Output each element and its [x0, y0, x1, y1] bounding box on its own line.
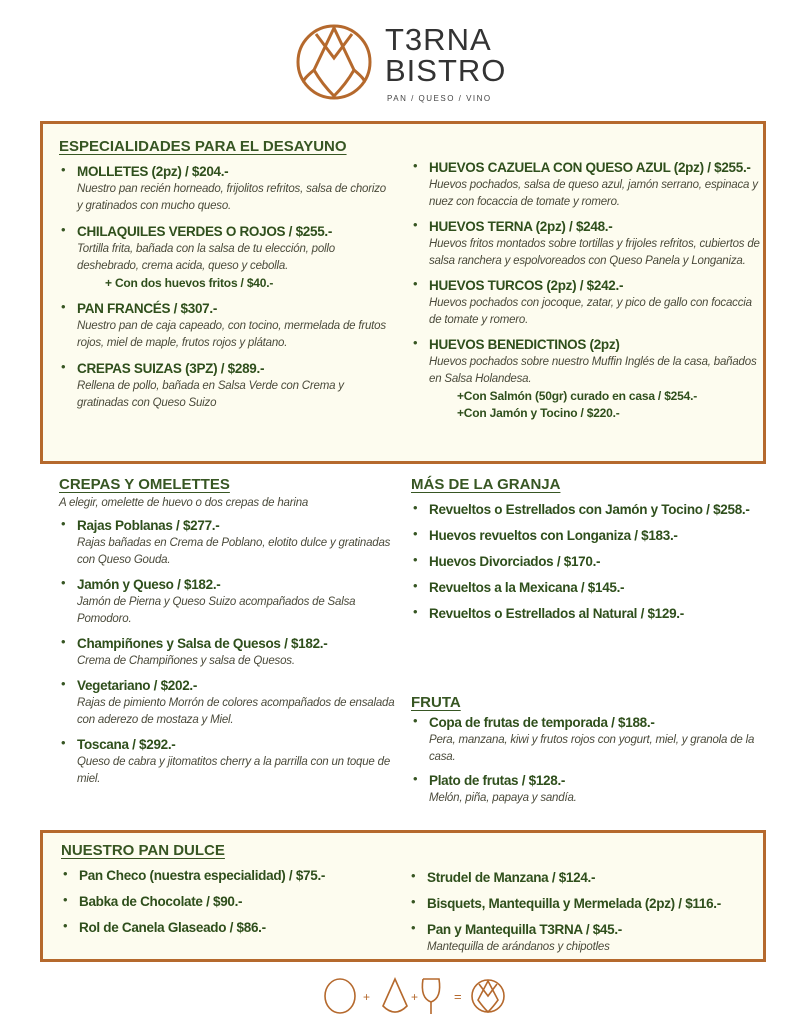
menu-item-title: • Revueltos o Estrellados al Natural / $129.- [429, 606, 684, 621]
menu-item-addon: +Con Salmón (50gr) curado en casa / $254.- [457, 389, 698, 403]
section-title: CREPAS Y OMELETTES [59, 476, 230, 493]
menu-item-title: • Copa de frutas de temporada / $188.- [429, 715, 655, 730]
menu-item [411, 217, 761, 270]
cheese-drop-icon [383, 979, 407, 1012]
menu-item-title: • PAN FRANCÉS / $307.- [77, 301, 218, 316]
pan-dulce-left [61, 842, 401, 944]
section-subtitle: A elegir, omelette de huevo o dos crepas de harina [59, 497, 309, 509]
menu-item-description: Huevos pochados con jocoque, zatar, y pico de gallo con focaccia de tomate y romero. [429, 297, 752, 326]
menu-item [61, 866, 401, 885]
brand-name-line2: BISTRO [385, 53, 507, 88]
menu-item-description: Nuestro pan recién horneado, frijolitos refritos, salsa de chorizo y gratinados con mucho queso. [77, 183, 386, 212]
menu-item-description: Tortilla frita, bañada con la salsa de tu elección, pollo deshebrado, crema acida, queso y cebolla. [77, 243, 335, 272]
menu-item [59, 676, 404, 729]
menu-item [59, 634, 404, 670]
menu-item-title: • HUEVOS CAZUELA CON QUESO AZUL (2pz) / $255.- [429, 160, 751, 175]
circle-icon [325, 979, 355, 1013]
menu-item [411, 335, 761, 422]
menu-item-title: • Revueltos a la Mexicana / $145.- [429, 580, 625, 595]
menu-item [59, 222, 394, 292]
pan-dulce-right [409, 868, 761, 963]
menu-item [59, 516, 404, 569]
menu-item [409, 920, 761, 956]
menu-item-title: • Huevos Divorciados / $170.- [429, 554, 601, 569]
menu-item-title: • Pan Checo (nuestra especialidad) / $75.- [79, 868, 326, 883]
menu-item-description: Rajas de pimiento Morrón de colores acompañados de ensalada con aderezo de mostaza y Miel. [77, 697, 395, 726]
crepas-section [59, 476, 404, 794]
menu-item [411, 526, 781, 545]
menu-item [411, 578, 781, 597]
fruta-section [411, 694, 756, 812]
section-title: FRUTA [411, 694, 461, 711]
menu-list [411, 713, 756, 807]
menu-item [409, 894, 761, 913]
menu-item-title: • Jamón y Queso / $182.- [77, 577, 221, 592]
menu-item-title: • Pan y Mantequilla T3RNA / $45.- [427, 922, 622, 937]
menu-item-title: • Huevos revueltos con Longaniza / $183.- [429, 528, 678, 543]
menu-item-description: Rajas bañadas en Crema de Poblano, elotito dulce y gratinadas con Queso Gouda. [77, 537, 391, 566]
menu-item-addon: + Con dos huevos fritos / $40.- [105, 276, 274, 290]
menu-item [411, 552, 781, 571]
menu-item-title: • Babka de Chocolate / $90.- [79, 894, 243, 909]
menu-item [409, 868, 761, 887]
menu-item-title: • HUEVOS BENEDICTINOS (2pz) [429, 337, 620, 352]
menu-item-title: • HUEVOS TURCOS (2pz) / $242.- [429, 278, 624, 293]
menu-item-title: • Toscana / $292.- [77, 737, 176, 752]
menu-item-title: • Champiñones y Salsa de Quesos / $182.- [77, 636, 328, 651]
menu-item-title: • MOLLETES (2pz) / $204.- [77, 164, 229, 179]
pan-dulce-box [40, 830, 766, 962]
menu-item [59, 162, 394, 215]
menu-item-description: Mantequilla de arándanos y chipotles [427, 941, 610, 953]
plus-sign: + [411, 990, 419, 1004]
especialidades-left [59, 138, 394, 419]
menu-item [61, 892, 401, 911]
menu-item [61, 918, 401, 937]
menu-item-description: Crema de Champiñones y salsa de Quesos. [77, 655, 295, 667]
granja-section [411, 476, 781, 630]
menu-item-description: Jamón de Pierna y Queso Suizo acompañados de Salsa Pomodoro. [77, 596, 356, 625]
menu-item-description: Melón, piña, papaya y sandía. [429, 792, 577, 804]
menu-item-title: • Rol de Canela Glaseado / $86.- [79, 920, 266, 935]
section-title: ESPECIALIDADES PARA EL DESAYUNO [59, 138, 347, 155]
especialidades-right [411, 158, 761, 428]
brand-name-line1: T3RNA [385, 22, 492, 57]
menu-item-title: • CREPAS SUIZAS (3PZ) / $289.- [77, 361, 265, 376]
menu-item-title: • HUEVOS TERNA (2pz) / $248.- [429, 219, 613, 234]
section-title: NUESTRO PAN DULCE [61, 842, 225, 859]
menu-item [411, 500, 781, 519]
menu-list [59, 516, 404, 788]
menu-list [411, 500, 781, 623]
menu-item [411, 713, 756, 766]
wine-glass-icon [422, 979, 439, 1014]
brand-name [385, 24, 506, 86]
menu-list [409, 868, 761, 956]
menu-item-description: Queso de cabra y jitomatitos cherry a la parrilla con un toque de miel. [77, 756, 391, 785]
especialidades-box [40, 121, 766, 464]
menu-item [411, 604, 781, 623]
menu-item-description: Huevos pochados, salsa de queso azul, jamón serrano, espinaca y nuez con focaccia de tomate y romero. [429, 179, 758, 208]
brand-tagline: PAN / QUESO / VINO [387, 94, 492, 103]
bread-cheese-wine-equation-icon [320, 976, 520, 1016]
menu-item-title: • Revueltos o Estrellados con Jamón y Tocino / $258.- [429, 502, 750, 517]
menu-list [61, 866, 401, 937]
menu-item-description: Huevos pochados sobre nuestro Muffin Inglés de la casa, bañados en Salsa Holandesa. [429, 356, 757, 385]
menu-item [59, 359, 394, 412]
menu-item-addon: +Con Jamón y Tocino / $220.- [457, 406, 620, 420]
menu-item-title: • Bisquets, Mantequilla y Mermelada (2pz) / $116.- [427, 896, 721, 911]
menu-item [411, 276, 761, 329]
menu-list [411, 158, 761, 422]
menu-item [59, 575, 404, 628]
menu-item-description: Pera, manzana, kiwi y frutos rojos con yogurt, miel, y granola de la casa. [429, 734, 755, 763]
menu-item-title: • Strudel de Manzana / $124.- [427, 870, 596, 885]
menu-item-title: • Vegetariano / $202.- [77, 678, 198, 693]
plus-sign: + [363, 990, 371, 1004]
menu-item-description: Huevos fritos montados sobre tortillas y frijoles refritos, cubiertos de salsa ranchera y espolvoreados con Queso Panela y Longaniza. [429, 238, 760, 267]
menu-item-description: Nuestro pan de caja capeado, con tocino, mermelada de frutos rojos, miel de maple, frutos rojos y plátano. [77, 320, 386, 349]
equals-sign: = [454, 989, 462, 1004]
menu-item [411, 771, 756, 807]
menu-item-title: • Plato de frutas / $128.- [429, 773, 566, 788]
menu-item [59, 735, 404, 788]
menu-item [59, 299, 394, 352]
menu-item-description: Rellena de pollo, bañada en Salsa Verde con Crema y gratinadas con Queso Suizo [77, 380, 344, 409]
menu-item-title: • CHILAQUILES VERDES O ROJOS / $255.- [77, 224, 333, 239]
section-title: MÁS DE LA GRANJA [411, 476, 561, 493]
menu-item [411, 158, 761, 211]
menu-item-title: • Rajas Poblanas / $277.- [77, 518, 220, 533]
menu-list [59, 162, 394, 412]
